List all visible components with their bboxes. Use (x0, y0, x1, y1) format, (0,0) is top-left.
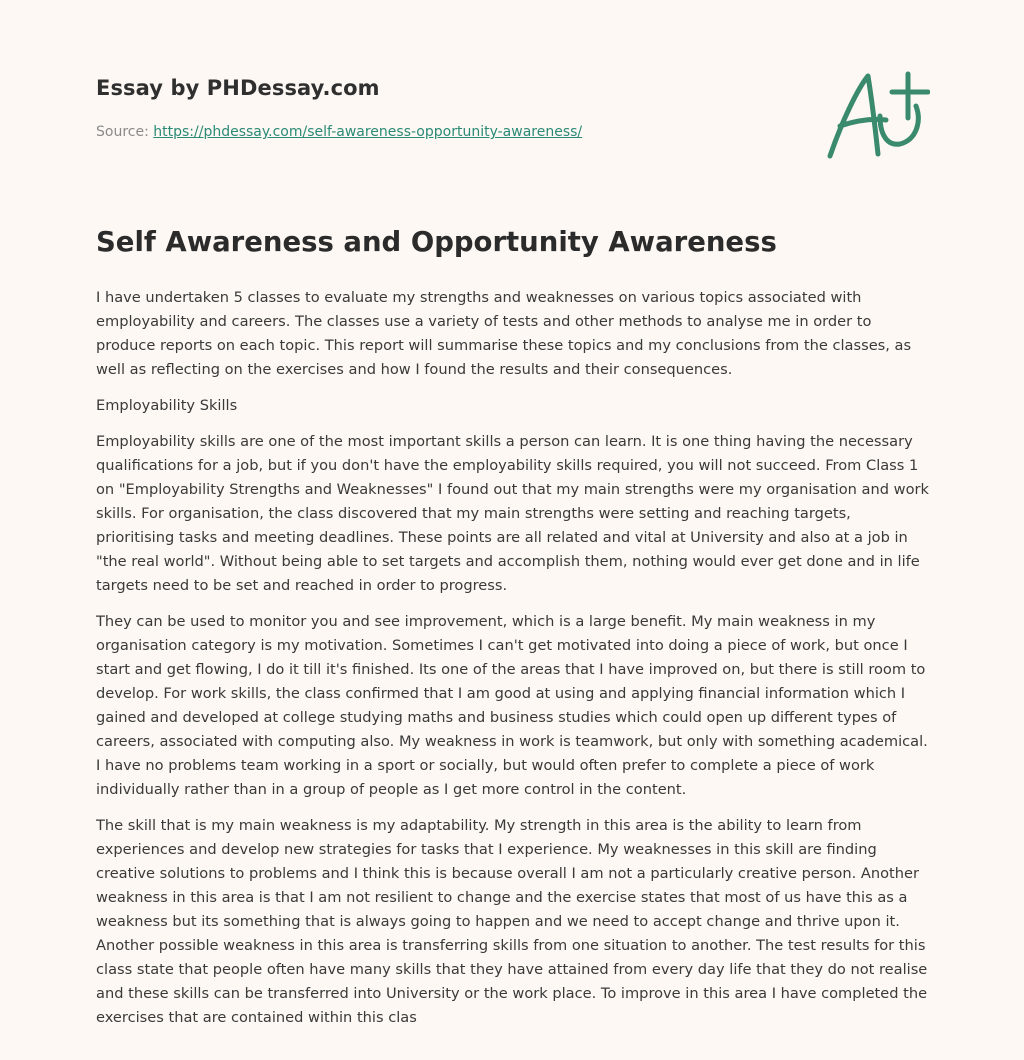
essay-paragraph: They can be used to monitor you and see improvement, which is a large benefit. My main weakness in my organisation category is my motivation. Sometimes I can't get motivated into doing a piece of work, but once I start and get flowing, I do it till it's finished. Its one of the areas that I have improved on, but there is still room to develop. For work skills, the class confirmed that I am good at using and applying financial information which I gained and developed at college studying maths and business studies which could open up different types of careers, associated with computing also. My weakness in work is teamwork, but only with something academical. I have no problems team working in a sport or socially, but would often prefer to complete a piece of work individually rather than in a group of people as I get more control in the content. (96, 613, 928, 798)
essay-paragraph: The skill that is my main weakness is my adaptability. My strength in this area is the ability to learn from experiences and develop new strategies for tasks that I experience. My weaknesses in this skill are finding creative solutions to problems and I think this is because overall I am not a particularly creative person. Another weakness in this area is that I am not resilient to change and the exercise states that most of us have this as a weakness but its something that is always going to happen and we need to accept change and thrive upon it. Another possible weakness in this area is transferring skills from one situation to another. The test results for this class state that people often have many skills that they have attained from every day life that they do not realise and these skills can be transferred into University or the work place. To improve in this area I have completed the exercises that are contained within this clas (96, 817, 928, 1026)
a-plus-grade-icon (820, 66, 930, 166)
essay-paragraph: Employability skills are one of the most important skills a person can learn. It is one thing having the necessary qualifications for a job, but if you don't have the employability skills required, you will not succeed. From Class 1 on "Employability Strengths and Weaknesses" I found out that my main strengths were my organisation and work skills. For organisation, the class discovered that my main strengths were setting and reaching targets, prioritising tasks and meeting deadlines. These points are all related and vital at University and also at a job in "the real world". Without being able to set targets and accomplish them, nothing would ever get done and in life targets need to be set and reached in order to progress. (96, 433, 929, 594)
source-link[interactable]: https://phdessay.com/self-awareness-opportunity-awareness/ (153, 124, 583, 140)
site-brand: Essay by PHDessay.com (96, 76, 380, 100)
essay-title: Self Awareness and Opportunity Awareness (96, 226, 777, 258)
source-label: Source: (96, 124, 149, 140)
source-line (96, 124, 582, 140)
section-heading: Employability Skills (96, 397, 238, 414)
essay-body (96, 286, 930, 1030)
essay-paragraph: I have undertaken 5 classes to evaluate my strengths and weaknesses on various topics associated with employability and careers. The classes use a variety of tests and other methods to analyse me in order to produce reports on each topic. This report will summarise these topics and my conclusions from the classes, as well as reflecting on the exercises and how I found the results and their consequences. (96, 289, 912, 378)
